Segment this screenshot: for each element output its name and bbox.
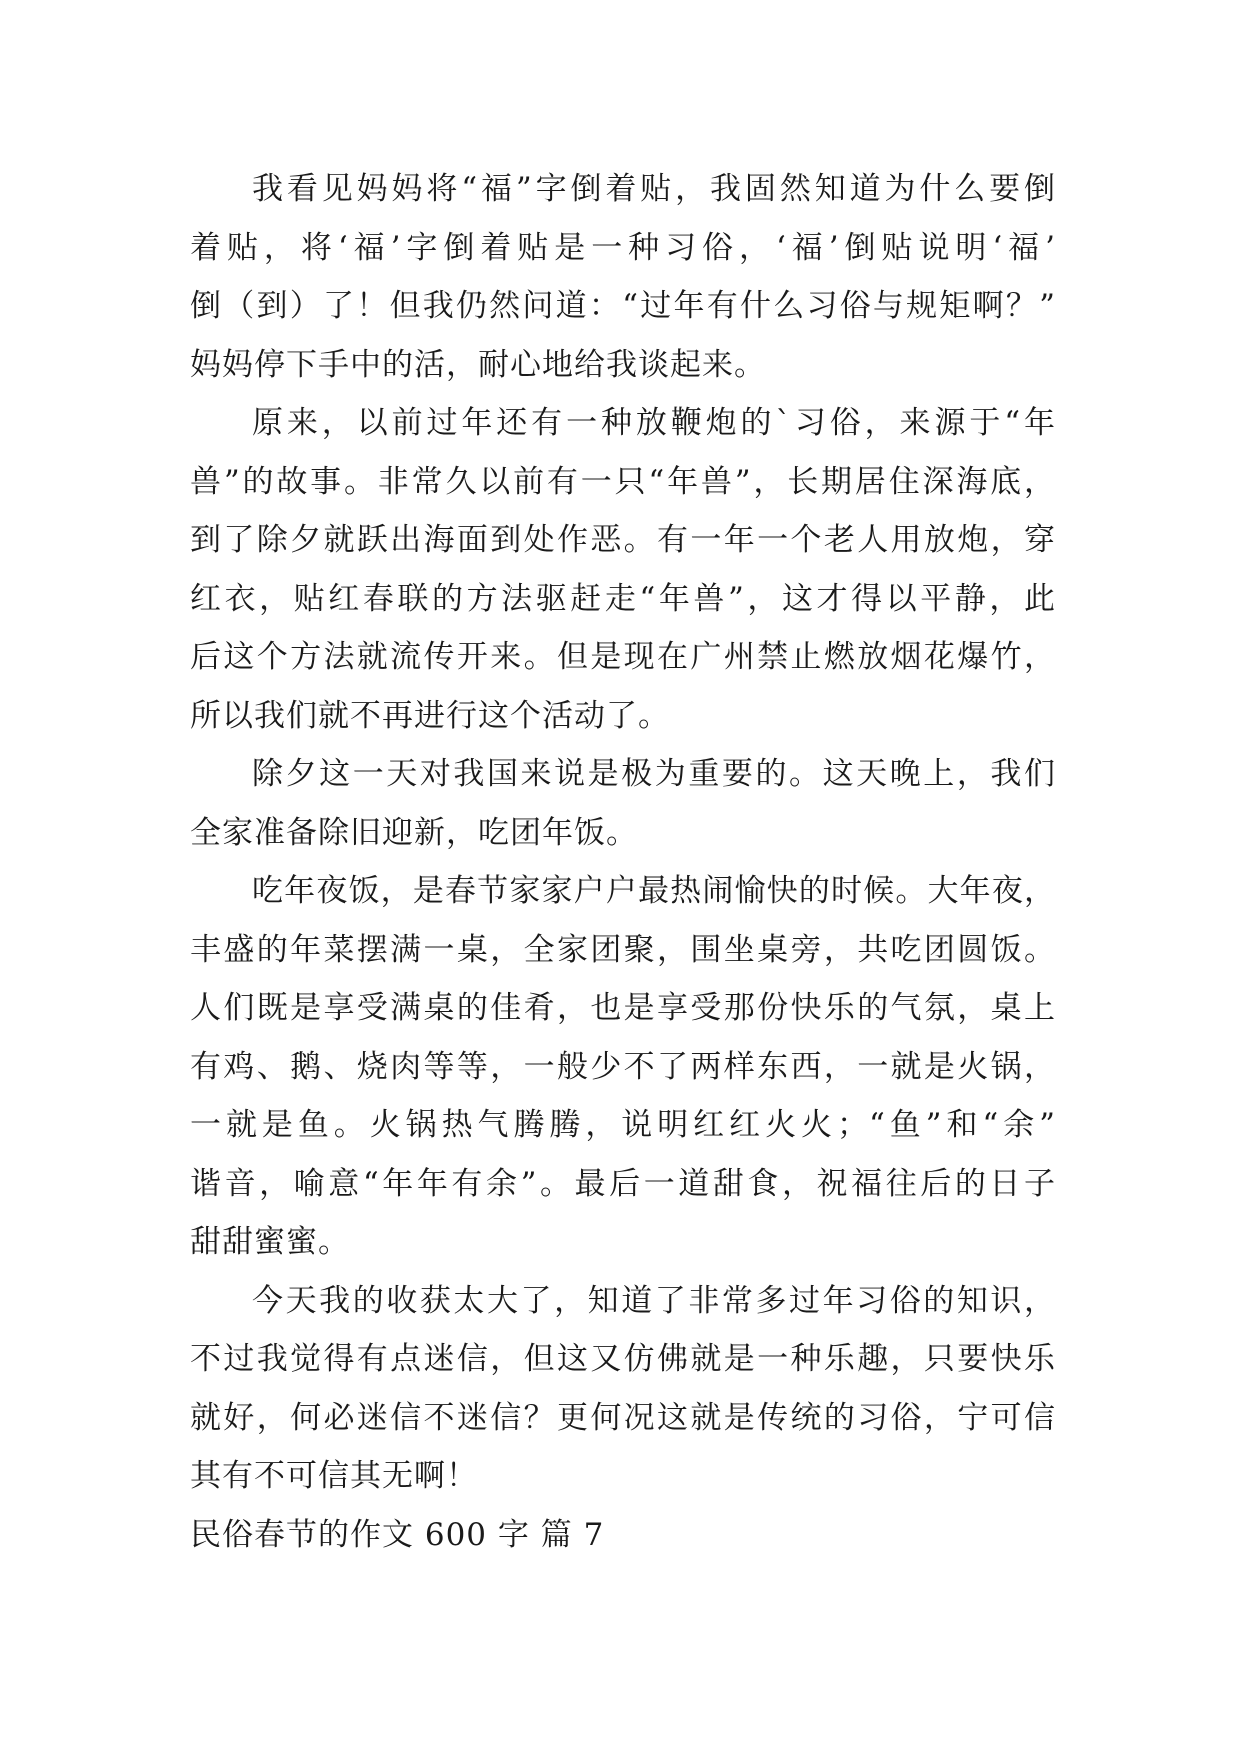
text-line: 着贴，将‘福’字倒着贴是一种习俗，‘福’倒贴说明‘福’	[190, 229, 1056, 266]
text-line: 兽”的故事。非常久以前有一只“年兽”，长期居住深海底，	[190, 463, 1056, 500]
text-line: 所以我们就不再进行这个活动了。	[190, 697, 670, 734]
paragraph	[190, 160, 1056, 394]
text-line: 人们既是享受满桌的佳肴，也是享受那份快乐的气氛，桌上	[190, 990, 1056, 1026]
text-line: 有鸡、鹅、烧肉等等，一般少不了两样东西，一就是火锅，	[190, 1048, 1056, 1085]
paragraph	[190, 1272, 1056, 1506]
section-heading: 民俗春节的作文 600 字 篇 7	[190, 1516, 605, 1553]
text-line: 一就是鱼。火锅热气腾腾，说明红红火火；“鱼”和“余”	[190, 1107, 1056, 1143]
text-line: 原来，以前过年还有一种放鞭炮的`习俗，来源于“年	[252, 405, 1056, 441]
text-line: 全家准备除旧迎新，吃团年饭。	[190, 814, 638, 851]
document-body	[190, 160, 1056, 1564]
text-line: 其有不可信其无啊！	[190, 1458, 478, 1494]
text-line: 后这个方法就流传开来。但是现在广州禁止燃放烟花爆竹，	[190, 639, 1056, 675]
text-line: 丰盛的年菜摆满一桌，全家团聚，围坐桌旁，共吃团圆饭。	[190, 931, 1056, 968]
text-line: 甜甜蜜蜜。	[190, 1224, 350, 1260]
text-line: 我看见妈妈将“福”字倒着贴，我固然知道为什么要倒	[252, 171, 1056, 207]
text-line: 今天我的收获太大了，知道了非常多过年习俗的知识，	[252, 1282, 1056, 1319]
text-line: 吃年夜饭，是春节家家户户最热闹愉快的时候。大年夜，	[252, 873, 1056, 909]
text-line: 到了除夕就跃出海面到处作恶。有一年一个老人用放炮，穿	[190, 522, 1056, 558]
text-line: 除夕这一天对我国来说是极为重要的。这天晚上，我们	[252, 756, 1056, 792]
paragraph	[190, 394, 1056, 745]
text-line: 倒（到）了！但我仍然问道：“过年有什么习俗与规矩啊？”	[190, 288, 1056, 324]
text-line: 就好，何必迷信不迷信？更何况这就是传统的习俗，宁可信	[190, 1399, 1056, 1436]
text-line: 不过我觉得有点迷信，但这又仿佛就是一种乐趣，只要快乐	[190, 1341, 1056, 1377]
text-line: 妈妈停下手中的活，耐心地给我谈起来。	[190, 346, 766, 383]
text-line: 红衣，贴红春联的方法驱赶走“年兽”，这才得以平静，此	[190, 580, 1056, 617]
paragraph	[190, 862, 1056, 1272]
paragraph	[190, 745, 1056, 862]
text-line: 谐音，喻意“年年有余”。最后一道甜食，祝福往后的日子	[190, 1165, 1056, 1202]
